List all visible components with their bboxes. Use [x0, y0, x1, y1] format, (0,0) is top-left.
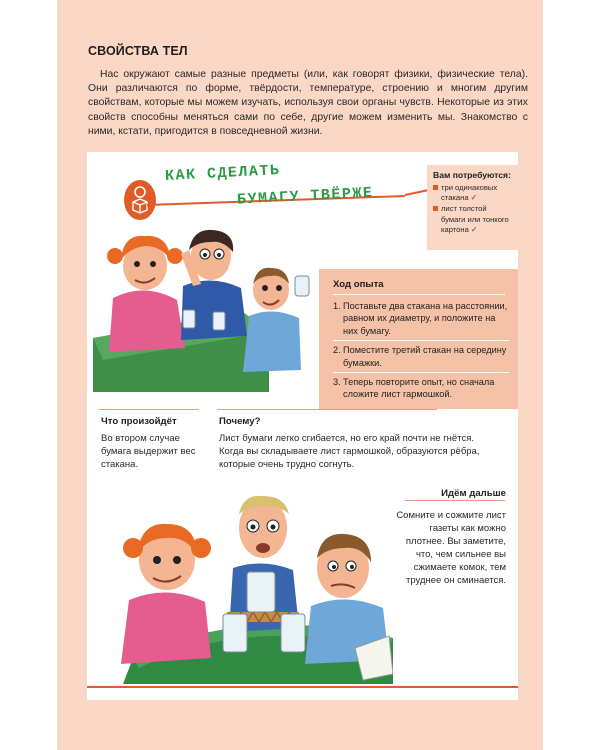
book-page [57, 0, 543, 750]
list-item: три одинаковых стакана ✓ [433, 183, 512, 203]
result-title: Что произойдёт [101, 416, 177, 427]
why-text: Лист бумаги легко сгибается, но его край почти не гнётся. Когда вы складываете лист гармошкой, образуются рёбра, которые очень трудно согнуть. [219, 433, 480, 470]
list-item: 2. Поместите третий стакан на середину бумажки. [333, 344, 509, 373]
experiment-title-line1: КАК СДЕЛАТЬ [164, 161, 281, 186]
check-icon: ✓ [470, 193, 478, 203]
procedure-box [319, 269, 518, 409]
materials-box [427, 165, 518, 250]
bullet-icon [433, 185, 438, 190]
materials-list [433, 183, 512, 235]
divider [99, 409, 199, 410]
procedure-steps [333, 300, 509, 407]
procedure-title: Ход опыта [333, 279, 384, 290]
check-icon: ✓ [470, 224, 478, 234]
kids-illustration-top [93, 220, 323, 392]
divider [217, 409, 437, 410]
further-title: Идём дальше [441, 488, 506, 499]
result-text: Во втором случае бумага выдержит вес стакана. [101, 433, 196, 470]
divider [405, 500, 505, 501]
experiment-title-line2: БУМАГУ ТВЁРЖЕ [236, 184, 374, 209]
experiment-badge [124, 180, 156, 220]
bottom-rule [87, 686, 518, 688]
list-item: лист толстой бумаги или тонкого картона ✓ [433, 204, 512, 235]
kids-illustration-bottom [93, 488, 393, 684]
bullet-icon [433, 206, 438, 211]
list-item: 1. Поставьте два стакана на расстоянии, равном их диаметру, и положите на них бумагу. [333, 300, 509, 341]
divider [333, 294, 505, 295]
intro-paragraph: Нас окружают самые разные предметы (или, как говорят физики, физические тела). Они различаются по форме, твёрдости, температуре, строению и многим другим свойствам, которые мы можем изучать, используя свои органы чувств. Некоторые из этих свойств способны меняться сами по себе, другие можем изменить мы. Знакомство с ними, кстати, пригодится в повседневной жизни. [88, 69, 528, 137]
shapes-icon [124, 180, 156, 220]
why-title: Почему? [219, 416, 261, 427]
further-text: Сомните и сожмите лист газеты как можно плотнее. Вы заметите, что, чем сильнее вы сжимаете комок, тем труднее он сминается. [396, 510, 506, 586]
materials-title: Вам потребуются: [433, 170, 511, 180]
list-item: 3. Теперь повторите опыт, но сначала сложите лист гармошкой. [333, 377, 495, 400]
experiment-panel [87, 152, 518, 700]
page-title: СВОЙСТВА ТЕЛ [88, 44, 188, 58]
